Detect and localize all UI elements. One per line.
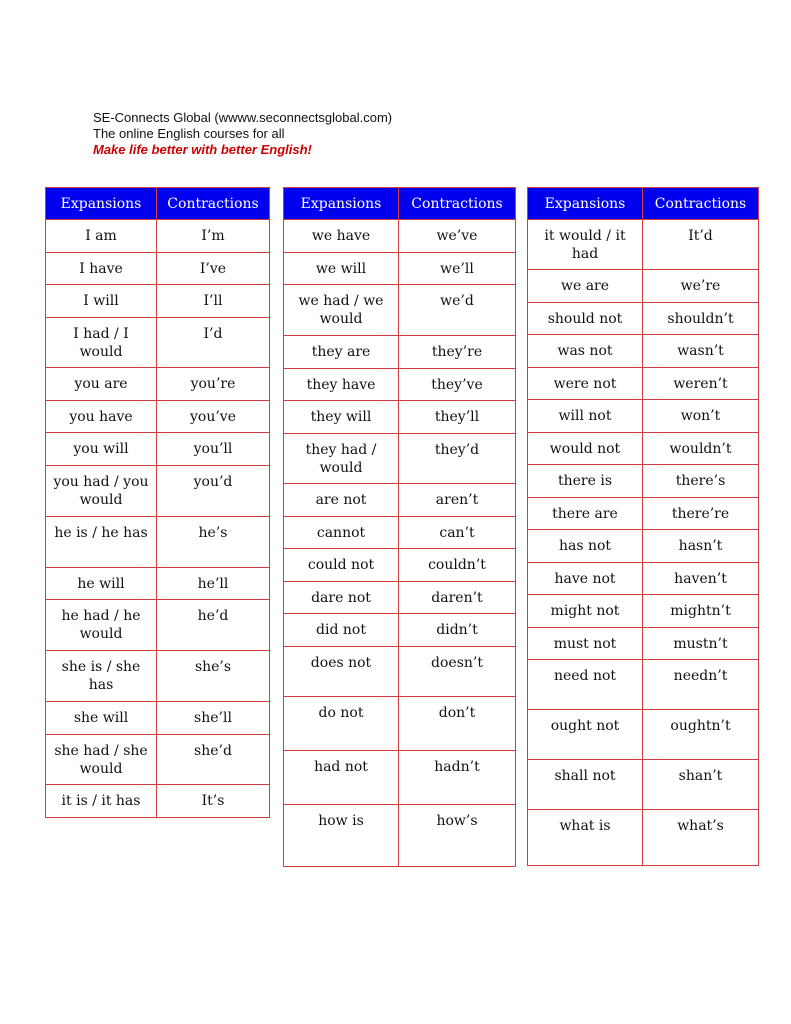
contractions-table-1 <box>45 187 270 818</box>
table-row <box>284 220 516 253</box>
page-header <box>93 110 392 158</box>
table-row <box>284 614 516 647</box>
contraction-cell: I’m <box>157 220 270 253</box>
expansion-cell: there are <box>528 498 643 530</box>
contraction-cell: I’d <box>157 318 270 368</box>
contraction-cell: won’t <box>643 400 759 433</box>
table-row <box>284 582 516 614</box>
contraction-cell: mustn’t <box>643 628 759 660</box>
contraction-cell: they’ll <box>399 401 516 434</box>
expansion-cell: need not <box>528 660 643 710</box>
contraction-cell: I’ll <box>157 285 270 318</box>
expansion-cell: might not <box>528 595 643 628</box>
contraction-cell: oughtn’t <box>643 710 759 760</box>
contraction-cell: they’re <box>399 336 516 369</box>
table-row <box>528 760 759 810</box>
expansion-cell: did not <box>284 614 399 647</box>
expansion-cell: she will <box>46 702 157 735</box>
contraction-cell: we’d <box>399 285 516 336</box>
expansion-cell: they had / would <box>284 434 399 484</box>
contraction-cell: wouldn’t <box>643 433 759 465</box>
expansion-cell: it is / it has <box>46 785 157 818</box>
table-row <box>528 335 759 368</box>
table-row <box>528 563 759 595</box>
expansion-cell: should not <box>528 303 643 335</box>
table-row <box>284 549 516 582</box>
expansion-cell: does not <box>284 647 399 697</box>
expansion-cell: shall not <box>528 760 643 810</box>
expansion-cell: we have <box>284 220 399 253</box>
table-row <box>528 628 759 660</box>
contraction-cell: you’re <box>157 368 270 401</box>
contraction-cell: weren’t <box>643 368 759 400</box>
expansion-cell: I am <box>46 220 157 253</box>
contraction-cell: we’ve <box>399 220 516 253</box>
contraction-cell: mightn’t <box>643 595 759 628</box>
expansion-cell: you have <box>46 401 157 433</box>
expansion-cell: dare not <box>284 582 399 614</box>
table-row <box>528 498 759 530</box>
contraction-cell: you’ve <box>157 401 270 433</box>
contraction-cell: you’ll <box>157 433 270 466</box>
contraction-cell: I’ve <box>157 253 270 285</box>
expansion-cell: had not <box>284 751 399 805</box>
expansion-cell: were not <box>528 368 643 400</box>
table-row <box>528 220 759 270</box>
expansion-cell: you had / you would <box>46 466 157 517</box>
contraction-cell: he’d <box>157 600 270 651</box>
expansion-cell: she is / she has <box>46 651 157 702</box>
table-row <box>46 433 270 466</box>
table-row <box>528 465 759 498</box>
site-name-line: SE-Connects Global (wwww.seconnectsglobal.com) <box>93 110 393 125</box>
table-row <box>46 253 270 285</box>
table-row <box>284 401 516 434</box>
tagline: Make life better with better English! <box>93 142 312 157</box>
table-row <box>528 595 759 628</box>
table-row <box>46 600 270 651</box>
contraction-cell: they’ve <box>399 369 516 401</box>
column-header-contractions: Contractions <box>157 188 270 220</box>
expansion-cell: will not <box>528 400 643 433</box>
table-row <box>528 433 759 465</box>
table-row <box>528 303 759 335</box>
expansion-cell: I have <box>46 253 157 285</box>
contraction-cell: what’s <box>643 810 759 866</box>
expansion-cell: cannot <box>284 517 399 549</box>
contraction-cell: shouldn’t <box>643 303 759 335</box>
expansion-cell: must not <box>528 628 643 660</box>
site-description-line: The online English courses for all <box>93 126 285 141</box>
table-row <box>46 466 270 517</box>
expansion-cell: how is <box>284 805 399 867</box>
contractions-table-3 <box>527 187 759 866</box>
table-row <box>528 400 759 433</box>
contractions-table-2 <box>283 187 516 867</box>
expansion-cell: you are <box>46 368 157 401</box>
table-row <box>528 710 759 760</box>
contraction-cell: haven’t <box>643 563 759 595</box>
contraction-cell: you’d <box>157 466 270 517</box>
contraction-cell: they’d <box>399 434 516 484</box>
expansion-cell: she had / she would <box>46 735 157 785</box>
contraction-cell: couldn’t <box>399 549 516 582</box>
contraction-cell: doesn’t <box>399 647 516 697</box>
contraction-cell: didn’t <box>399 614 516 647</box>
contraction-cell: how’s <box>399 805 516 867</box>
table-row <box>46 220 270 253</box>
table-row <box>46 285 270 318</box>
table-row <box>284 517 516 549</box>
column-header-contractions: Contractions <box>399 188 516 220</box>
expansion-cell: do not <box>284 697 399 751</box>
expansion-cell: I will <box>46 285 157 318</box>
contraction-cell: he’ll <box>157 568 270 600</box>
contraction-cell: don’t <box>399 697 516 751</box>
expansion-cell: he will <box>46 568 157 600</box>
expansion-cell: it would / it had <box>528 220 643 270</box>
contraction-cell: aren’t <box>399 484 516 517</box>
table-row <box>46 735 270 785</box>
contraction-cell: can’t <box>399 517 516 549</box>
expansion-cell: we will <box>284 253 399 285</box>
expansion-cell: could not <box>284 549 399 582</box>
table-row <box>284 805 516 867</box>
contraction-cell: she’s <box>157 651 270 702</box>
contraction-cell: she’d <box>157 735 270 785</box>
column-header-expansions: Expansions <box>528 188 643 220</box>
expansion-cell: you will <box>46 433 157 466</box>
expansion-cell: we had / we would <box>284 285 399 336</box>
expansion-cell: what is <box>528 810 643 866</box>
contraction-cell: hadn’t <box>399 751 516 805</box>
table-row <box>46 785 270 818</box>
table-row <box>528 270 759 303</box>
expansion-cell: they are <box>284 336 399 369</box>
table-row <box>528 368 759 400</box>
expansion-cell: was not <box>528 335 643 368</box>
table-row <box>46 702 270 735</box>
table-row <box>46 517 270 568</box>
table-row <box>46 568 270 600</box>
contraction-cell: It’d <box>643 220 759 270</box>
contraction-cell: there’re <box>643 498 759 530</box>
table-row <box>284 647 516 697</box>
contraction-cell: hasn’t <box>643 530 759 563</box>
contraction-cell: wasn’t <box>643 335 759 368</box>
contraction-cell: we’ll <box>399 253 516 285</box>
contraction-cell: needn’t <box>643 660 759 710</box>
expansion-cell: he is / he has <box>46 517 157 568</box>
contraction-cell: he’s <box>157 517 270 568</box>
contraction-cell: she’ll <box>157 702 270 735</box>
table-row <box>528 660 759 710</box>
expansion-cell: they have <box>284 369 399 401</box>
contraction-cell: we’re <box>643 270 759 303</box>
table-row <box>284 253 516 285</box>
expansion-cell: we are <box>528 270 643 303</box>
expansion-cell: has not <box>528 530 643 563</box>
contraction-cell: shan’t <box>643 760 759 810</box>
table-row <box>284 697 516 751</box>
table-row <box>284 484 516 517</box>
column-header-contractions: Contractions <box>643 188 759 220</box>
expansion-cell: I had / I would <box>46 318 157 368</box>
table-row <box>46 318 270 368</box>
table-row <box>46 368 270 401</box>
table-row <box>46 651 270 702</box>
contraction-cell: there’s <box>643 465 759 498</box>
expansion-cell: he had / he would <box>46 600 157 651</box>
expansion-cell: have not <box>528 563 643 595</box>
expansion-cell: there is <box>528 465 643 498</box>
table-row <box>284 369 516 401</box>
column-header-expansions: Expansions <box>284 188 399 220</box>
table-row <box>528 530 759 563</box>
contraction-cell: daren’t <box>399 582 516 614</box>
table-row <box>46 401 270 433</box>
expansion-cell: are not <box>284 484 399 517</box>
table-row <box>284 751 516 805</box>
table-row <box>284 434 516 484</box>
expansion-cell: would not <box>528 433 643 465</box>
expansion-cell: ought not <box>528 710 643 760</box>
table-row <box>528 810 759 866</box>
table-row <box>284 336 516 369</box>
contraction-cell: It’s <box>157 785 270 818</box>
expansion-cell: they will <box>284 401 399 434</box>
column-header-expansions: Expansions <box>46 188 157 220</box>
table-row <box>284 285 516 336</box>
